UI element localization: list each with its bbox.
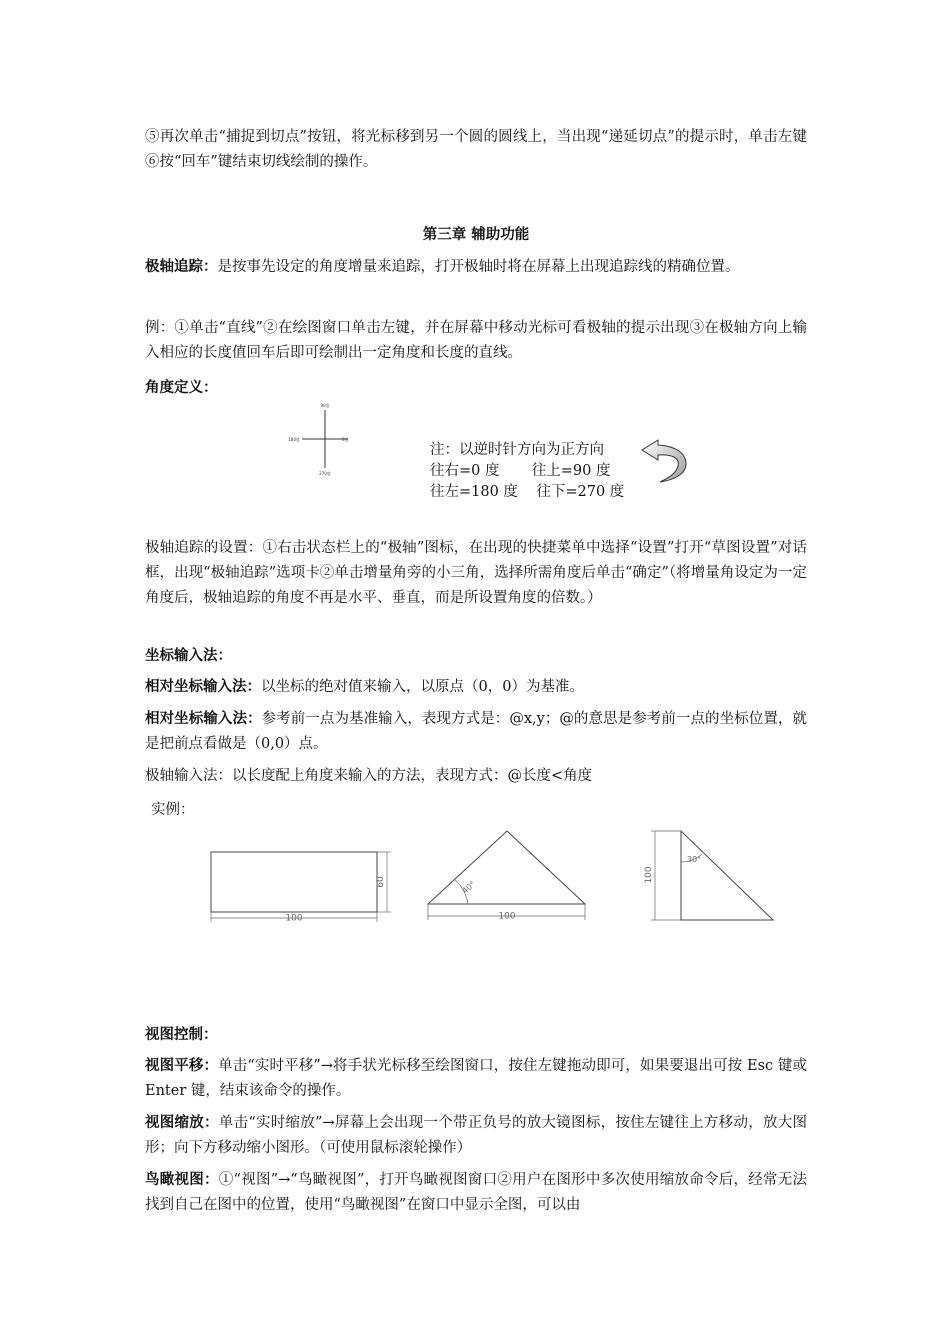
paragraph-example: 例：①单击“直线”②在绘图窗口单击左键，并在屏幕中移动光标可看极轴的提示出现③在极轴方向上输入相应的长度值回车后即可绘制出一定角度和长度的直线。 (145, 320, 807, 361)
term-polar-tracking: 极轴追踪： (145, 258, 218, 275)
term-view-pan: 视图平移： (145, 1057, 219, 1074)
angle-label-left: 180度 (288, 437, 300, 442)
view-zoom-text: 单击“实时缩放”→屏幕上会出现一个带正负号的放大镜图标，按住左键往上方移动，放大图形；向下方移动缩小图形。（可使用鼠标滚轮操作） (145, 1115, 807, 1156)
paragraph-relative-coordinate (145, 706, 807, 757)
figure-rectangle (205, 842, 405, 932)
term-view-zoom: 视图缩放： (145, 1114, 219, 1131)
angle-label-right: 0度 (342, 437, 349, 442)
note-line-2: 往右=0 度 往上=90 度 (430, 463, 611, 479)
chapter-title: 第三章 辅助功能 (422, 226, 530, 243)
example-label: 实例： (151, 802, 195, 818)
angle-note (430, 440, 624, 503)
paragraph-polar-input: 极轴输入法：以长度配上角度来输入的方法，表现方式：@长度<角度 (145, 768, 593, 784)
heading-coordinate-input: 坐标输入法： (145, 647, 232, 664)
figure-isosceles-triangle (425, 828, 595, 928)
heading-view-control: 视图控制： (145, 1026, 218, 1043)
note-line-3: 往左=180 度 往下=270 度 (430, 484, 625, 500)
angle-label-top: 90度 (320, 403, 330, 408)
triangle-angle-dimension: 40° (460, 879, 478, 896)
rect-height-dimension: 60 (376, 876, 386, 888)
paragraph-view-zoom (145, 1110, 807, 1161)
relative-coordinate-text: 参考前一点为基准输入，表现方式是：@x,y；@的意思是参考前一点的坐标位置，就是把前点看做是（0,0）点。 (145, 711, 807, 752)
angle-cross-diagram (288, 400, 362, 480)
term-aerial-view: 鸟瞰视图： (145, 1171, 219, 1188)
paragraph-absolute-coordinate (145, 674, 807, 700)
term-relative-coordinate: 相对坐标输入法： (145, 710, 262, 727)
right-triangle-height-dimension: 100 (644, 866, 654, 884)
heading-angle-definition: 角度定义： (145, 379, 218, 396)
paragraph-tangent-steps: ⑤再次单击“捕捉到切点”按钮，将光标移到另一个圆的圆线上，当出现“递延切点”的提示时，单击左键 ⑥按“回车”键结束切线绘制的操作。 (145, 129, 807, 170)
term-absolute-coordinate: 相对坐标输入法： (145, 678, 261, 695)
angle-label-bottom: 270度 (319, 471, 331, 476)
paragraph-aerial-view (145, 1167, 807, 1218)
rect-width-dimension: 100 (285, 913, 303, 924)
right-triangle-angle-dimension: 30° (687, 855, 702, 864)
paragraph-polar-tracking (145, 254, 807, 280)
view-pan-text: 单击“实时平移”→将手状光标移至绘图窗口，按住左键拖动即可，如果要退出可按 Esc 键或 Enter 键，结束该命令的操作。 (145, 1058, 808, 1099)
triangle-base-dimension: 100 (498, 911, 516, 922)
counterclockwise-arrow-icon (638, 436, 698, 486)
aerial-view-text: ①“视图”→“鸟瞰视图”，打开鸟瞰视图窗口②用户在图形中多次使用缩放命令后，经常无法找到自己在图中的位置，使用“鸟瞰视图”在窗口中显示全图，可以由 (145, 1172, 807, 1213)
paragraph-polar-setting: 极轴追踪的设置：①右击状态栏上的“极轴”图标，在出现的快捷菜单中选择“设置”打开“草图设置”对话框，出现“极轴追踪”选项卡②单击增量角旁的小三角，选择所需角度后单击“确定”（将增量角设定为一定角度后，极轴追踪的角度不再是水平、垂直，而是所设置角度的倍数。） (145, 540, 807, 606)
note-line-1: 注：以逆时针方向为正方向 (430, 442, 604, 458)
polar-tracking-text: 是按事先设定的角度增量来追踪，打开极轴时将在屏幕上出现追踪线的精确位置。 (217, 259, 740, 275)
paragraph-view-pan (145, 1053, 807, 1104)
figure-right-triangle (645, 828, 785, 928)
absolute-coordinate-text: 以坐标的绝对值来输入，以原点（0，0）为基准。 (261, 679, 584, 695)
